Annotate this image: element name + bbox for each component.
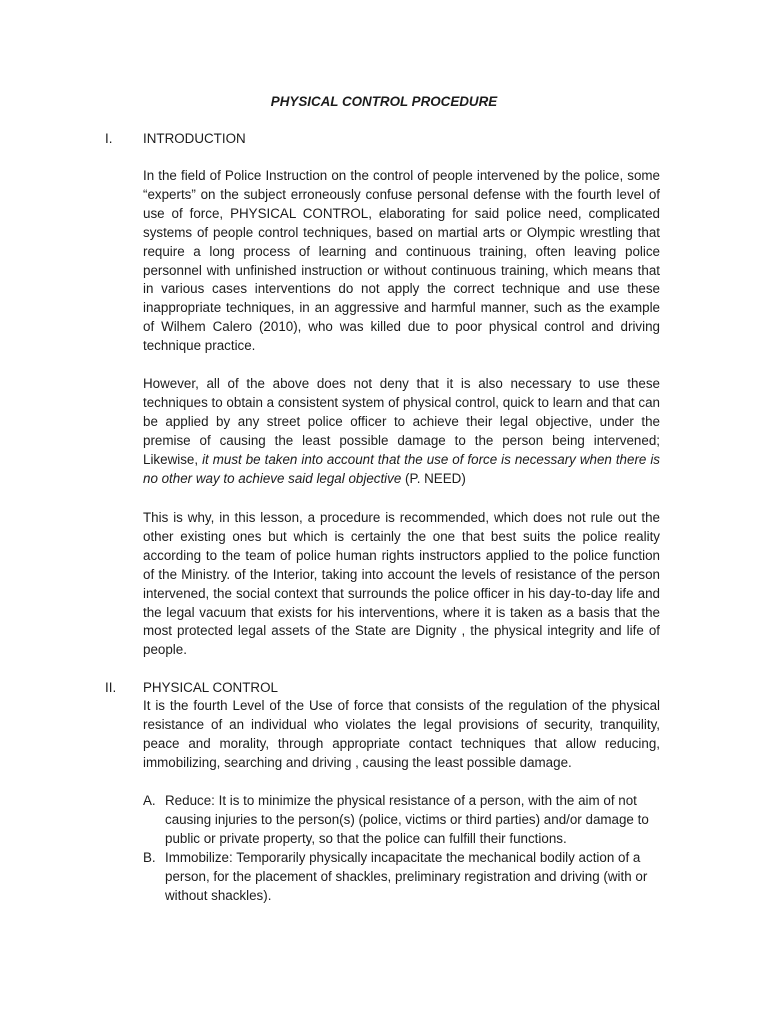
physical-control-paragraph: It is the fourth Level of the Use of force that consists of the regulation of the physical resistance of an individual who violates the legal provisions of security, tranquility, peace and morality, through appropriate contact techniques that allow reducing, immobilizing, searching and driving , causing the least possible damage. bbox=[143, 698, 660, 770]
list-item-text: Reduce: It is to minimize the physical resistance of a person, with the aim of not causing injuries to the person(s) (police, victims or third parties) and/or damage to public or private property, so that the police can fulfill their functions. bbox=[165, 793, 649, 846]
section-number: I. bbox=[105, 131, 113, 146]
list-item-reduce bbox=[143, 792, 660, 849]
list-item-immobilize bbox=[143, 849, 660, 906]
intro-paragraph-2-text: However, all of the above does not deny that it is also necessary to use these techniques to obtain a consistent system of physical control, quick to learn and that can be applied by any street police officer to achieve their legal objective, under the premise of causing the least possible damage to the person being intervened; Likewise, bbox=[143, 376, 660, 467]
list-item-letter: A. bbox=[143, 793, 156, 808]
intro-paragraph-1: In the field of Police Instruction on the control of people intervened by the police, some “experts” on the subject erroneously confuse personal defense with the fourth level of use of force, PHYSICAL CONTROL, elaborating for said police need, complicated systems of people control techniques, based on martial arts or Olympic wrestling that require a long process of learning and continuous training, often leaving police personnel with unfinished instruction or without continuous training, which means that in various cases interventions do not apply the correct technique and use these inappropriate techniques, in an aggressive and harmful manner, such as the example of Wilhem Calero (2010), who was killed due to poor physical control and driving technique practice. bbox=[143, 168, 660, 354]
section-heading-introduction bbox=[105, 130, 665, 148]
intro-paragraph-3: This is why, in this lesson, a procedure is recommended, which does not rule out the other existing ones but which is certainly the one that best suits the police reality according to the team of police human rights instructors applied to the police function of the Ministry. of the Interior, taking into account the levels of resistance of the person intervened, the social context that surrounds the police officer in his day-to-day life and the legal vacuum that exists for his interventions, where it is taken as a basis that the most protected legal assets of the State are Dignity , the physical integrity and life of people. bbox=[143, 510, 660, 658]
document-title: PHYSICAL CONTROL PROCEDURE bbox=[270, 94, 498, 109]
intro-paragraph-2-emphasis: it must be taken into account that the use of force is necessary when there is no other way to achieve said legal objective bbox=[143, 451, 660, 486]
section-heading-physical-control bbox=[105, 679, 665, 697]
intro-paragraph-2-tail: (P. NEED) bbox=[401, 470, 466, 486]
intro-paragraph-2 bbox=[143, 375, 660, 488]
section-number: II. bbox=[105, 680, 117, 695]
section-title: INTRODUCTION bbox=[143, 131, 246, 146]
list-item-letter: B. bbox=[143, 850, 156, 865]
list-item-text: Immobilize: Temporarily physically incapacitate the mechanical bodily action of a person, for the placement of shackles, preliminary registration and driving (with or without shackles). bbox=[165, 850, 648, 903]
section-title: PHYSICAL CONTROL bbox=[143, 680, 278, 695]
